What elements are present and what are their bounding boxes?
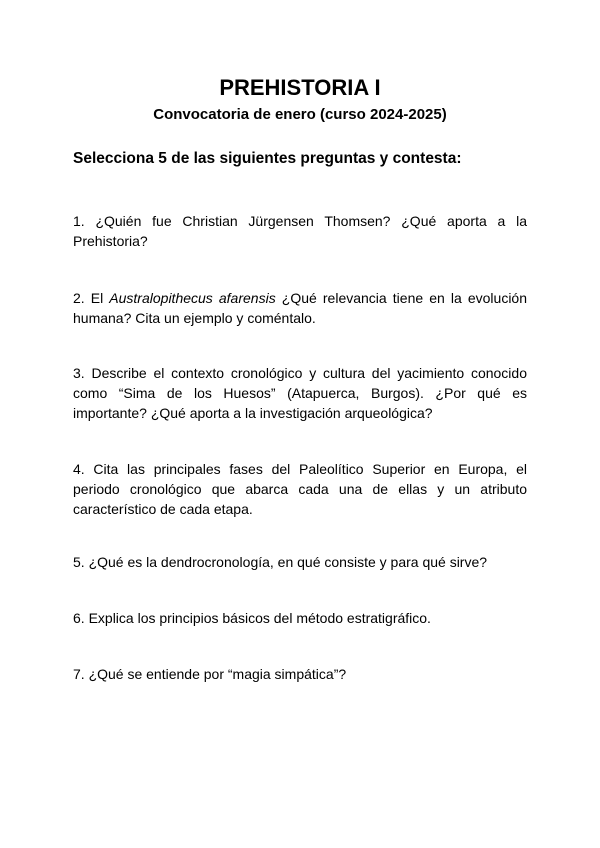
page-subtitle: Convocatoria de enero (curso 2024-2025) — [153, 106, 447, 123]
question-2-prefix: 2. El — [73, 290, 110, 306]
question-2-species: Australopithecus afarensis — [109, 290, 276, 306]
instructions: Selecciona 5 de las siguientes preguntas y contesta: — [73, 150, 462, 167]
question-5: 5. ¿Qué es la dendrocronología, en qué consiste y para qué sirve? — [73, 554, 488, 570]
question-3: 3. Describe el contexto cronológico y cultura del yacimiento conocido como “Sima de los Huesos” (Atapuerca, Burgos). ¿Por qué es importante? ¿Qué aporta a la investigación arqueológica? — [73, 365, 527, 421]
question-2 — [73, 288, 527, 328]
question-1: 1. ¿Quién fue Christian Jürgensen Thomsen? ¿Qué aporta a la Prehistoria? — [73, 213, 527, 249]
page-title: PREHISTORIA I — [219, 75, 381, 100]
question-2-suffix: ¿Qué relevancia tiene en la evolución humana? Cita un ejemplo y coméntalo. — [73, 290, 528, 326]
question-7: 7. ¿Qué se entiende por “magia simpática”? — [73, 666, 347, 682]
question-6: 6. Explica los principios básicos del método estratigráfico. — [73, 610, 431, 626]
question-4: 4. Cita las principales fases del Paleolítico Superior en Europa, el periodo cronológico que abarca cada una de ellas y un atributo característico de cada etapa. — [73, 461, 527, 517]
